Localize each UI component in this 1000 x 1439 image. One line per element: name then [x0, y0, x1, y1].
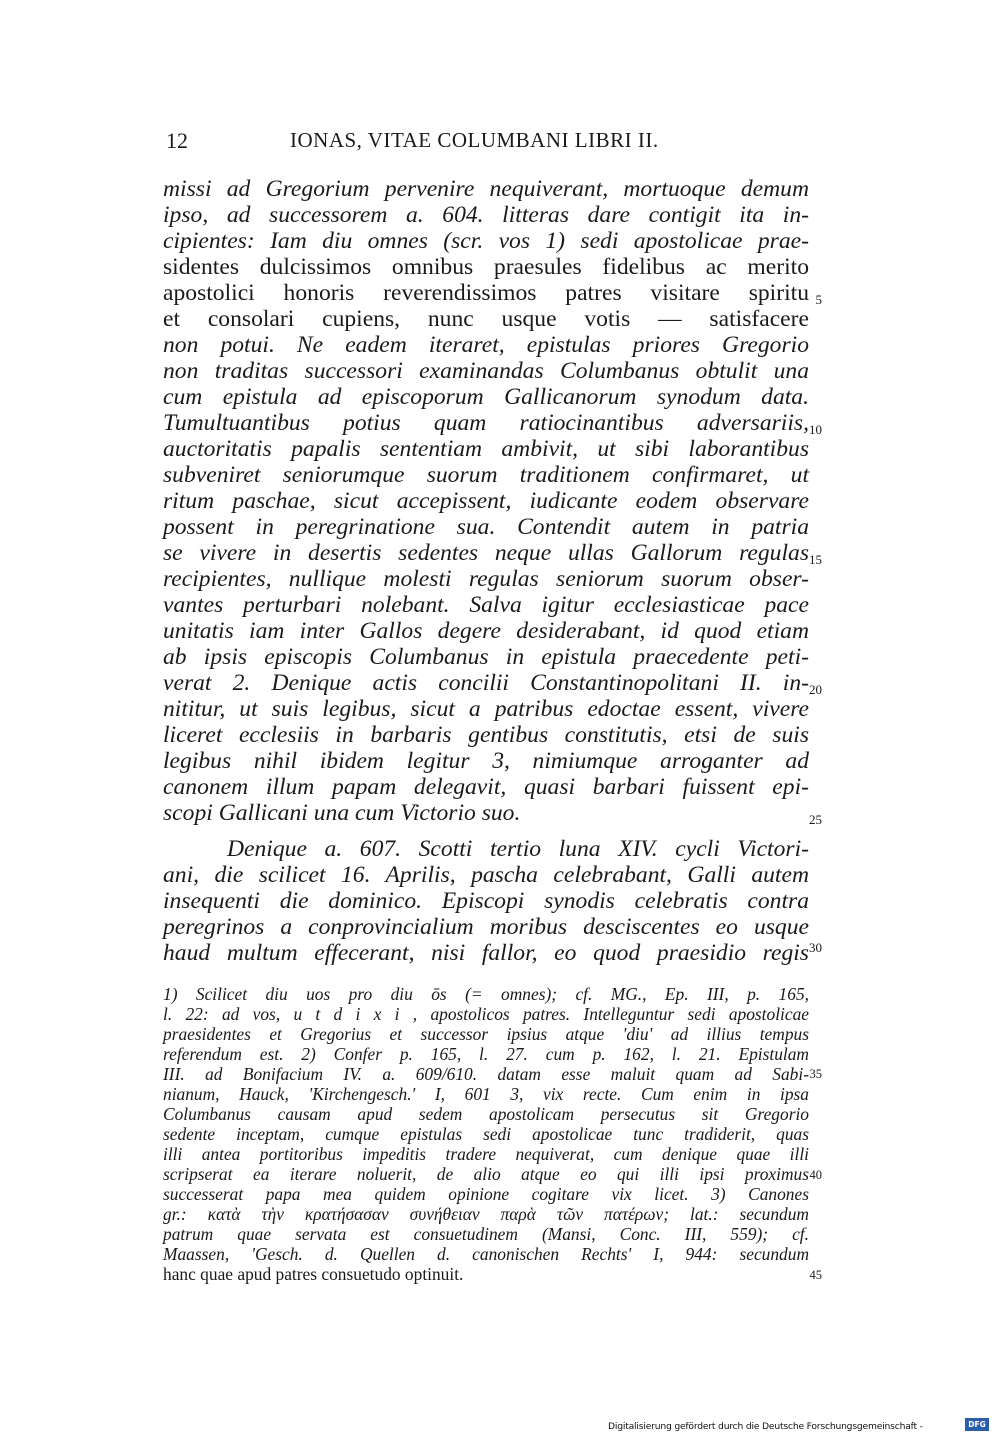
line-number: 40 — [809, 1168, 822, 1182]
line-number: 45 — [809, 1268, 822, 1282]
page-number: 12 — [166, 128, 188, 153]
text-line: apostolici honoris reverendissimos patres visitare spiritu — [163, 280, 809, 306]
text-line: nititur, ut suis legibus, sicut a patribus edoctae essent, vivere — [163, 696, 809, 722]
text-line: ipso, ad successorem a. 604. litteras dare contigit ita in- — [163, 202, 809, 228]
text-line: ab ipsis episcopis Columbanus in epistula praecedente peti- — [163, 644, 809, 670]
text-line: possent in peregrinatione sua. Contendit autem in patria — [163, 514, 809, 540]
text-line: canonem illum papam delegavit, quasi barbari fuissent epi- — [163, 774, 809, 800]
line-number: 20 — [809, 682, 822, 697]
footnote-line: III. ad Bonifacium IV. a. 609/610. datam esse maluit quam ad Sabi- — [163, 1064, 809, 1084]
text-line: liceret ecclesiis in barbaris gentibus constitutis, etsi de suis — [163, 722, 809, 748]
text-line: Tumultuantibus potius quam ratiocinantibus adversariis, — [163, 410, 809, 436]
footnote-line: illi antea portitoribus impeditis tradere nequiverat, cum denique quae illi — [163, 1144, 809, 1164]
text-line: verat 2. Denique actis concilii Constantinopolitani II. in- — [163, 670, 809, 696]
footnote-line: sedente inceptam, cumque epistulas sedi apostolicae tunc tradiderit, quas — [163, 1124, 809, 1144]
text-line: subveniret seniorumque suorum traditionem confirmaret, ut — [163, 462, 809, 488]
text-line: et consolari cupiens, nunc usque votis — satisfacere — [163, 306, 809, 332]
text-line: non potui. Ne eadem iteraret, epistulas priores Gregorio — [163, 332, 809, 358]
text-line: recipientes, nullique molesti regulas seniorum suorum obser- — [163, 566, 809, 592]
footnote-line: successerat papa mea quidem opinione cogitare vix licet. 3) Canones — [163, 1184, 809, 1204]
footnotes — [163, 984, 809, 1284]
text-line: cipientes: Iam diu omnes (scr. vos 1) sedi apostolicae prae- — [163, 228, 809, 254]
line-number: 30 — [809, 940, 822, 955]
footnote-line: l. 22: ad vos, u t d i x i , apostolicos patres. Intelleguntur sedi apostolicae — [163, 1004, 809, 1024]
text-line: haud multum effecerant, nisi fallor, eo quod praesidio regis — [163, 940, 809, 966]
footnote-line: 1) Scilicet diu uos pro diu ōs (= omnes); cf. MG., Ep. III, p. 165, — [163, 984, 809, 1004]
footnote-line: Columbanus causam apud sedem apostolicam persecutus sit Gregorio — [163, 1104, 809, 1124]
text-line: legibus nihil ibidem legitur 3, nimiumque arroganter ad — [163, 748, 809, 774]
dfg-logo-icon: DFG — [965, 1418, 989, 1431]
footnote-line: hanc quae apud patres consuetudo optinuit. — [163, 1264, 464, 1284]
footnote-line: gr.: κατὰ τὴν κρατήσασαν συνήθειαν παρὰ τῶν πατέρων; lat.: secundum — [163, 1204, 809, 1224]
footnote-line: referendum est. 2) Confer p. 165, l. 27. cum p. 162, l. 21. Epistulam — [163, 1044, 809, 1064]
footnote-line: patrum quae servata est consuetudinem (Mansi, Conc. III, 559); cf. — [163, 1224, 809, 1244]
digitization-credit: Digitalisierung gefördert durch die Deutsche Forschungsgemeinschaft - — [608, 1421, 923, 1432]
text-line: sidentes dulcissimos omnibus praesules fidelibus ac merito — [163, 254, 809, 280]
footnote-line: Maassen, 'Gesch. d. Quellen d. canonischen Rechts' I, 944: secundum — [163, 1244, 809, 1264]
line-number: 35 — [809, 1067, 822, 1081]
text-line: se vivere in desertis sedentes neque ullas Gallorum regulas — [163, 540, 809, 566]
line-number: 25 — [809, 812, 822, 827]
line-number: 5 — [815, 292, 822, 307]
text-line: ritum paschae, sicut accepissent, iudicante eodem observare — [163, 488, 809, 514]
text-line: insequenti die dominico. Episcopi synodis celebratis contra — [163, 888, 809, 914]
text-line: vantes perturbari nolebant. Salva igitur ecclesiasticae pace — [163, 592, 809, 618]
text-line: ani, die scilicet 16. Aprilis, pascha celebrabant, Galli autem — [163, 862, 809, 888]
text-line: scopi Gallicani una cum Victorio suo. — [163, 800, 521, 826]
text-line: non traditas successori examinandas Columbanus obtulit una — [163, 358, 809, 384]
text-line: peregrinos a conprovincialium moribus desciscentes eo usque — [163, 914, 809, 940]
line-number: 15 — [809, 552, 822, 567]
line-number: 10 — [809, 422, 822, 437]
text-line: Denique a. 607. Scotti tertio luna XIV. cycli Victori- — [227, 836, 809, 862]
running-title: IONAS, VITAE COLUMBANI LIBRI II. — [290, 128, 659, 152]
text-line: auctoritatis papalis sententiam ambivit, ut sibi laborantibus — [163, 436, 809, 462]
footnote-line: nianum, Hauck, 'Kirchengesch.' I, 601 3, vix recte. Cum enim in ipsa — [163, 1084, 809, 1104]
text-line: missi ad Gregorium pervenire nequiverant, mortuoque demum — [163, 176, 809, 202]
footnote-line: scripserat ea iterare noluerit, de alio atque eo qui illi ipsi proximus — [163, 1164, 809, 1184]
text-line: cum epistula ad episcoporum Gallicanorum synodum data. — [163, 384, 809, 410]
text-line: unitatis iam inter Gallos degere desiderabant, id quod etiam — [163, 618, 809, 644]
footnote-line: praesidentes et Gregorius et successor ipsius atque 'diu' ad illius tempus — [163, 1024, 809, 1044]
main-text — [163, 176, 809, 966]
